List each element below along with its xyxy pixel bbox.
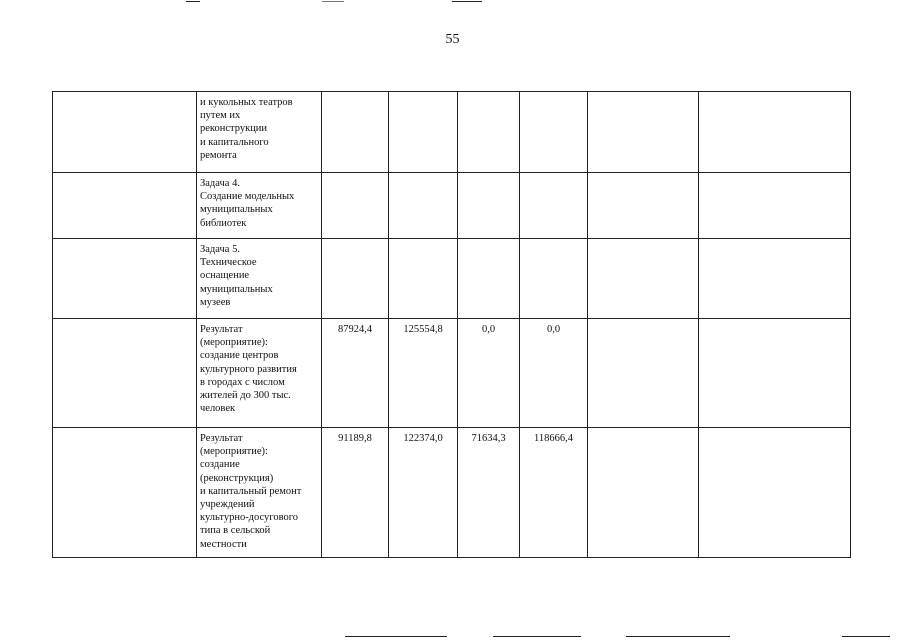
value-cell-3 bbox=[458, 173, 520, 239]
table-row bbox=[53, 92, 851, 173]
value-cell-4: 0,0 bbox=[520, 319, 588, 428]
row-number-cell bbox=[53, 173, 197, 239]
empty-cell bbox=[699, 428, 851, 558]
value-cell-1 bbox=[322, 92, 389, 173]
empty-cell bbox=[588, 319, 699, 428]
scan-artifact-bottom-4 bbox=[842, 636, 890, 637]
value-cell-3: 71634,3 bbox=[458, 428, 520, 558]
value-cell-2 bbox=[389, 92, 458, 173]
empty-cell bbox=[588, 92, 699, 173]
value-cell-1 bbox=[322, 239, 389, 319]
empty-cell bbox=[588, 173, 699, 239]
empty-cell bbox=[588, 428, 699, 558]
value-cell-2: 125554,8 bbox=[389, 319, 458, 428]
description-cell: Результат (мероприятие): создание центров культурного развития в городах с числом жителей до 300 тыс. человек bbox=[197, 319, 322, 428]
empty-cell bbox=[699, 92, 851, 173]
value-cell-2 bbox=[389, 173, 458, 239]
scan-artifact-top-3 bbox=[452, 1, 482, 2]
empty-cell bbox=[588, 239, 699, 319]
value-cell-4 bbox=[520, 173, 588, 239]
scan-artifact-top-2 bbox=[322, 1, 344, 2]
scan-artifact-bottom-3 bbox=[626, 636, 730, 637]
empty-cell bbox=[699, 319, 851, 428]
description-cell: Задача 4. Создание модельных муниципальных библиотек bbox=[197, 173, 322, 239]
empty-cell bbox=[699, 239, 851, 319]
value-cell-1: 91189,8 bbox=[322, 428, 389, 558]
description-cell: и кукольных театров путем их реконструкции и капитального ремонта bbox=[197, 92, 322, 173]
value-cell-3: 0,0 bbox=[458, 319, 520, 428]
value-cell-3 bbox=[458, 239, 520, 319]
program-table bbox=[52, 91, 851, 558]
value-cell-3 bbox=[458, 92, 520, 173]
table-row bbox=[53, 428, 851, 558]
description-cell: Результат (мероприятие): создание (реконструкция) и капитальный ремонт учреждений культурно-досугового типа в сельской местности bbox=[197, 428, 322, 558]
row-number-cell bbox=[53, 239, 197, 319]
value-cell-2 bbox=[389, 239, 458, 319]
table-row bbox=[53, 173, 851, 239]
scan-artifact-top-1 bbox=[186, 1, 200, 2]
value-cell-2: 122374,0 bbox=[389, 428, 458, 558]
value-cell-4 bbox=[520, 239, 588, 319]
scan-artifact-bottom-1 bbox=[345, 636, 447, 637]
value-cell-4: 118666,4 bbox=[520, 428, 588, 558]
value-cell-1: 87924,4 bbox=[322, 319, 389, 428]
table-row bbox=[53, 319, 851, 428]
page-number: 55 bbox=[445, 32, 460, 47]
scan-artifact-bottom-2 bbox=[493, 636, 581, 637]
row-number-cell bbox=[53, 319, 197, 428]
value-cell-4 bbox=[520, 92, 588, 173]
description-cell: Задача 5. Техническое оснащение муниципальных музеев bbox=[197, 239, 322, 319]
row-number-cell bbox=[53, 428, 197, 558]
empty-cell bbox=[699, 173, 851, 239]
row-number-cell bbox=[53, 92, 197, 173]
value-cell-1 bbox=[322, 173, 389, 239]
table-row bbox=[53, 239, 851, 319]
